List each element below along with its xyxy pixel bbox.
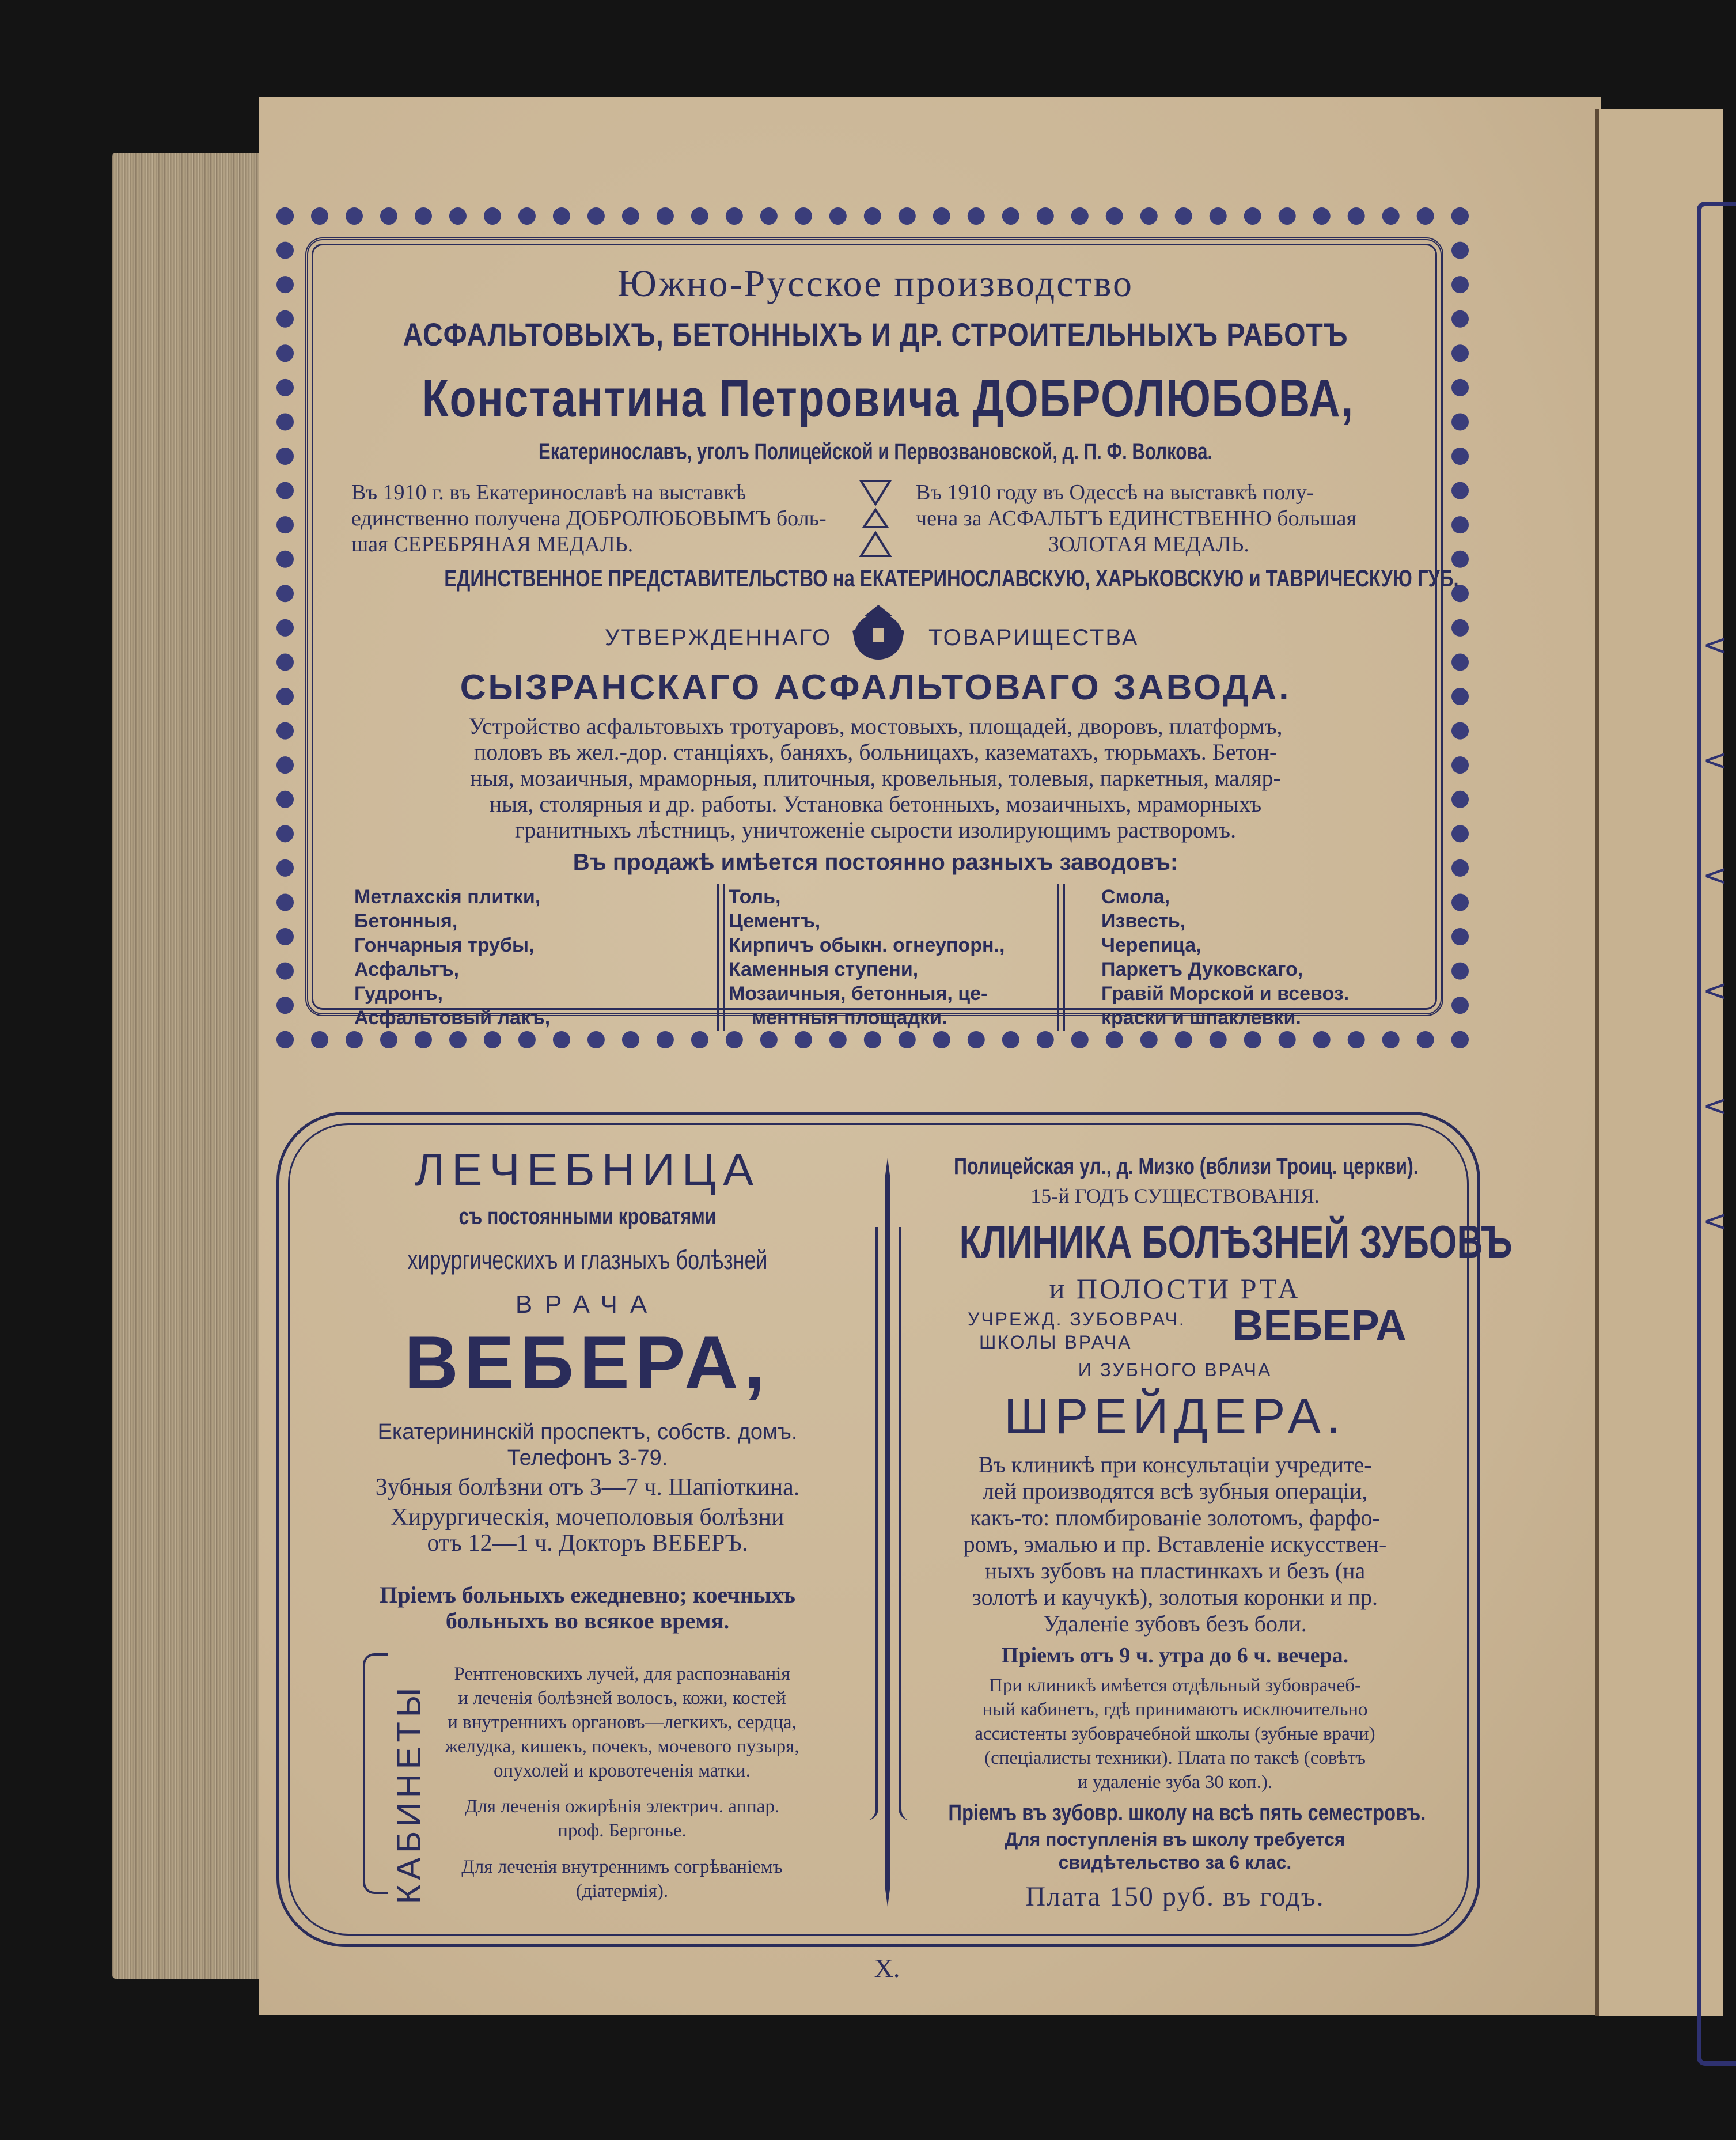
- ad-heading-works: АСФАЛЬТОВЫХЪ, БЕТОННЫХЪ И ДР. СТРОИТЕЛЬНЫХЪ РАБОТЪ: [403, 316, 1348, 353]
- school-requirement: Для поступленія въ школу требуется: [1005, 1829, 1345, 1850]
- list-item: Известь,: [1101, 910, 1186, 932]
- column-divider: [717, 884, 725, 1031]
- clinic-hours-surgical: Хирургическія, мочеполовыя болѣзни: [391, 1504, 784, 1531]
- cabinets-brace: [363, 1653, 388, 1894]
- clinic-hours-surgical-time: отъ 12—1 ч. Докторъ ВЕБЕРЪ.: [427, 1530, 748, 1556]
- chevron-ornament-icon: <: [1703, 743, 1728, 778]
- dental-clinic-title: КЛИНИКА БОЛѢЗНЕЙ ЗУБОВЪ: [959, 1216, 1513, 1267]
- cabinet-diathermy: Для леченія внутреннимъ согрѣваніемъ (діатермія).: [461, 1857, 783, 1902]
- left-medal-text: Въ 1910 г. въ Екатеринославѣ на выставкѣ единственно получена ДОБРОЛЮБОВЫМЪ боль- шая СЕРЕБРЯНАЯ МЕДАЛЬ.: [351, 480, 827, 556]
- cabinet-obesity: Для леченія ожирѣнія электрич. аппар. проф. Бергонье.: [464, 1796, 780, 1841]
- book-page-edges: [112, 153, 265, 1979]
- cabinets-label: КАБИНЕТЫ: [390, 1683, 428, 1904]
- list-item: Метлахскія плитки,: [354, 886, 541, 908]
- page-number: X.: [874, 1953, 900, 1983]
- list-item: Гончарныя трубы,: [354, 934, 535, 956]
- next-page-edge: [1595, 109, 1728, 2016]
- ad-heading-production: Южно-Русское производство: [617, 263, 1134, 305]
- ad-address: Екатеринославъ, уголъ Полицейской и Первозвановской, д. П. Ф. Волкова.: [538, 439, 1213, 464]
- list-item: ментныя площадки.: [752, 1007, 947, 1029]
- clinic-subtitle-beds: съ постоянными кроватями: [458, 1204, 717, 1229]
- school-requirement-2: свидѣтельство за 6 клас.: [1058, 1852, 1292, 1873]
- second-dentist-label: И ЗУБНОГО ВРАЧА: [1078, 1359, 1272, 1380]
- sale-column-3: [1101, 885, 1349, 1030]
- center-divider-ornament: [881, 1158, 894, 1907]
- clinic-hours-dental: Зубныя болѣзни отъ 3—7 ч. Шапіоткина.: [375, 1474, 800, 1501]
- clinic-reception-2: больныхъ во всякое время.: [445, 1608, 730, 1634]
- sale-header: Въ продажѣ имѣется постоянно разныхъ заводовъ:: [573, 850, 1178, 875]
- list-item: Гудронъ,: [354, 983, 443, 1005]
- list-item: Асфальтъ,: [354, 959, 460, 980]
- factory-name: СЫЗРАНСКАГО АСФАЛЬТОВАГО ЗАВОДА.: [460, 668, 1291, 707]
- clinic-doctor-label: ВРАЧА: [515, 1290, 660, 1319]
- list-item: Мозаичныя, бетонныя, це-: [729, 983, 988, 1005]
- ad-company-name: Константина Петровича ДОБРОЛЮБОВА,: [422, 369, 1354, 428]
- dental-clinic-subtitle: и ПОЛОСТИ РТА: [1049, 1272, 1301, 1305]
- approved-left: УТВЕРЖДЕННАГО: [605, 625, 832, 650]
- list-item: Асфальтовый лакъ,: [354, 1007, 551, 1029]
- founder-line-1: УЧРЕЖД. ЗУБОВРАЧ.: [968, 1309, 1186, 1330]
- founder-name: ВЕБЕРА: [1233, 1301, 1407, 1349]
- chevron-ornament-icon: <: [1703, 628, 1728, 662]
- chevron-ornament-icon: <: [1703, 1204, 1728, 1238]
- approved-right: ТОВАРИЩЕСТВА: [928, 625, 1139, 650]
- dental-clinic-year: 15-й ГОДЪ СУЩЕСТВОВАНІЯ.: [1030, 1184, 1320, 1207]
- second-dentist-name: ШРЕЙДЕРА.: [1004, 1389, 1346, 1444]
- representation-line: ЕДИНСТВЕННОЕ ПРЕДСТАВИТЕЛЬСТВО на ЕКАТЕРИНОСЛАВСКУЮ, ХАРЬКОВСКУЮ и ТАВРИЧЕСКУЮ ГУБ.: [444, 565, 1459, 592]
- sale-column-2: [729, 885, 1005, 1030]
- double-eagle-emblem-icon: [847, 602, 910, 665]
- school-fee: Плата 150 руб. въ годъ.: [1025, 1881, 1325, 1912]
- dental-services: Въ клиникѣ при консультаціи учредите- лей производятся всѣ зубныя операціи, какъ-то: пломбированіе золотомъ, фарфо- ромъ, эмалью и пр. Вставленіе искусствен- ныхъ зубовъ на пластинкахъ и безъ (на золотѣ и каучукѣ), золотыя коронки и пр. Удаленіе зубовъ безъ боли.: [963, 1452, 1387, 1637]
- founder-line-2: ШКОЛЫ ВРАЧА: [979, 1332, 1132, 1353]
- right-medal-text: Въ 1910 году въ Одессѣ на выставкѣ полу- чена за АСФАЛЬТЪ ЕДИНСТВЕННО большая ЗОЛОТАЯ МЕДАЛЬ.: [916, 480, 1356, 556]
- list-item: Паркетъ Дуковскаго,: [1101, 959, 1303, 980]
- cabinet-xray: Рентгеновскихъ лучей, для распознаванія и леченія болѣзней волосъ, кожи, костей и внутреннихъ органовъ—легкихъ, сердца, желудка, кишекъ, почекъ, мочевого пузыря, опухолей и кровотеченія матки.: [445, 1664, 799, 1781]
- list-item: Черепица,: [1101, 934, 1201, 956]
- list-item: Бетонныя,: [354, 910, 458, 932]
- column-divider: [1057, 884, 1065, 1031]
- works-description: Устройство асфальтовыхъ тротуаровъ, мостовыхъ, площадей, дворовъ, платформъ, половъ въ жел.-дор. станціяхъ, баняхъ, больницахъ, казематахъ, тюрьмахъ. Бетон- ныя, мозаичныя, мраморныя, плиточныя, кровельныя, толевыя, паркетныя, маляр- ныя, столярныя и др. работы. Установка бетонныхъ, мозаичныхъ, мраморныхъ гранитныхъ лѣстницъ, уничтоженіе сырости изолирующимъ растворомъ.: [468, 713, 1283, 843]
- dental-hours: Пріемъ отъ 9 ч. утра до 6 ч. вечера.: [1001, 1643, 1349, 1668]
- chevron-ornament-icon: <: [1703, 974, 1728, 1008]
- list-item: Кирпичъ обыкн. огнеупорн.,: [729, 934, 1005, 956]
- clinic-doctor-name: ВЕБЕРА,: [404, 1320, 771, 1404]
- clinic-phone: Телефонъ 3-79.: [507, 1446, 668, 1470]
- clinic-title: ЛЕЧЕБНИЦА: [414, 1144, 761, 1195]
- dental-clinic-address: Полицейская ул., д. Мизко (вблизи Троиц. церкви).: [954, 1154, 1419, 1179]
- clinic-reception: Пріемъ больныхъ ежедневно; коечныхъ: [380, 1582, 795, 1608]
- list-item: Цементъ,: [729, 910, 821, 932]
- sale-column-1: [354, 885, 550, 1030]
- list-item: краски и шпаклевки.: [1101, 1007, 1301, 1029]
- clinic-address: Екатерининскій проспектъ, собств. домъ.: [377, 1420, 798, 1444]
- clinic-subtitle-diseases: хирургическихъ и глазныхъ болѣзней: [407, 1245, 768, 1275]
- list-item: Каменныя ступени,: [729, 959, 919, 980]
- right-clinic-brace-left: [858, 1227, 878, 1820]
- hourglass-ornament-icon: [858, 478, 893, 559]
- list-item: Толь,: [729, 886, 781, 908]
- chevron-ornament-icon: <: [1703, 858, 1728, 893]
- dental-cabinet-info: При клиникѣ имѣется отдѣльный зубоврачеб- ный кабинетъ, гдѣ принимаютъ исключительно ассистенты зубоврачебной школы (зубные врачи) (спеціалисты техники). Плата по таксѣ (совѣтъ и удаленіе зуба 30 коп.).: [975, 1675, 1375, 1793]
- list-item: Гравій Морской и всевоз.: [1101, 983, 1350, 1005]
- next-page-ornament: [1697, 202, 1736, 2066]
- chevron-ornament-icon: <: [1703, 1089, 1728, 1123]
- list-item: Смола,: [1101, 886, 1170, 908]
- school-admission: Пріемъ въ зубовр. школу на всѣ пять семестровъ.: [948, 1800, 1426, 1825]
